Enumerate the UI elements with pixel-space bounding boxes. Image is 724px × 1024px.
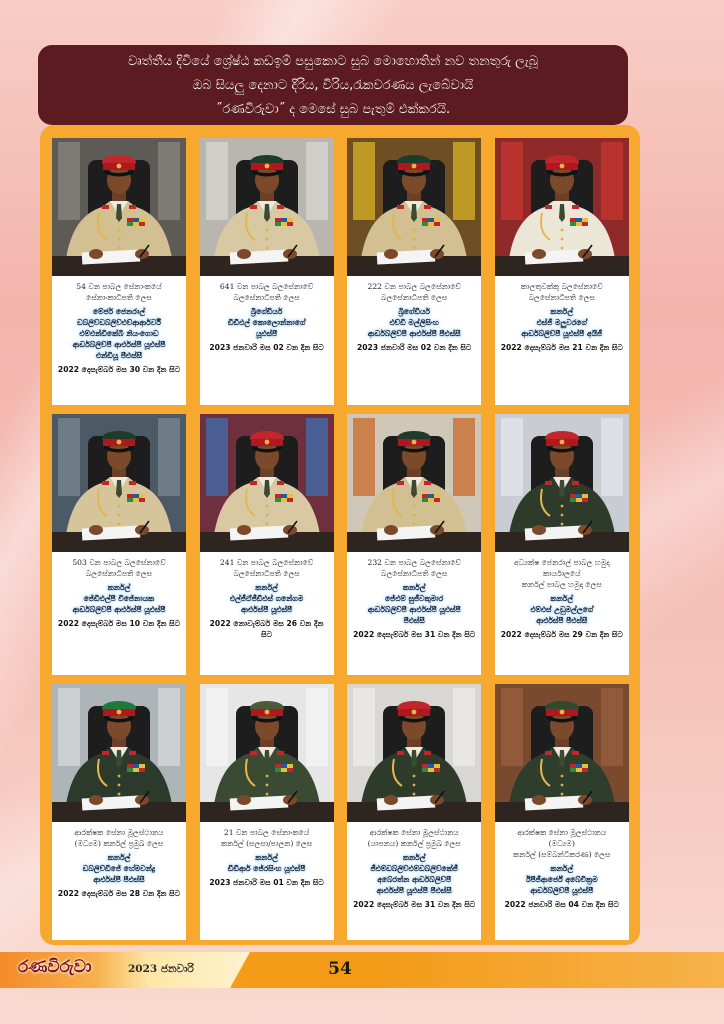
officer-card: [495, 138, 629, 405]
magazine-logo: රණවිරුවා: [18, 957, 92, 977]
appointment-line: අධ්‍යක්ෂ ජෙනරාල් පාබල හමුදා: [513, 558, 610, 567]
appointment-line: (යාපනය) කර්නල් ප්‍රමුඛ ලෙස: [367, 839, 461, 848]
officer-rank: කර්නල්: [255, 583, 278, 592]
appointments-grid: [40, 125, 640, 945]
officer-portrait: [495, 414, 629, 552]
issue-date: 2023 ජනවාරි: [128, 963, 194, 975]
officer-name-line: ජේඑම් සුජීවකුමාර: [385, 594, 444, 603]
officer-photo: [52, 138, 186, 276]
appointment-line: ආරක්ෂක සේනා මූලස්ථානය: [74, 828, 164, 837]
officer-name-line: ඊපීජීආර්ජේ අබේවික්‍රම: [525, 875, 598, 884]
officer-portrait: [200, 138, 334, 276]
officer-rank: කර්නල්: [107, 583, 131, 592]
officer-card: [200, 414, 334, 675]
officer-card: [52, 414, 186, 675]
officer-photo: [200, 138, 334, 276]
appointment-line: 222 වන පාබල බලසේනාවේ: [367, 282, 461, 291]
officer-portrait: [52, 414, 186, 552]
officer-name-line: ජේඩීඑල්පී විජේනායක: [83, 594, 155, 603]
officer-card: [347, 138, 481, 405]
officer-caption: [52, 276, 186, 405]
officer-rank: කර්නල්: [255, 853, 278, 862]
officer-caption: [495, 276, 629, 405]
officer-caption: [52, 822, 186, 940]
officer-rank: කර්නල්: [107, 853, 131, 862]
officer-card: [200, 684, 334, 940]
officer-name-line: ඩබ්ලිව්ඩීජේ හේමචන්ද්‍ර: [82, 864, 156, 873]
appointment-line: බලසේනාධිපති ලෙස: [85, 569, 153, 578]
officer-name-line: ආර්එස්පී පීඑස්සී: [93, 875, 145, 884]
officer-name-line: යූඑස්පී: [255, 329, 278, 338]
officer-photo: [347, 684, 481, 822]
officer-photo: [347, 138, 481, 276]
officer-name-line: ආර්ඩබ්ලිව්පී ආර්එස්පී යූඑස්පී: [72, 340, 166, 349]
officer-name-line: ආර්ඩබ්ලිව්පී ආර්එස්පී පීඑස්සී: [367, 329, 461, 338]
officer-card: [52, 138, 186, 405]
officer-card: [495, 684, 629, 940]
officer-name-line: ඩීඩීආර් ජේරසිංහ යූඑස්පී: [227, 864, 306, 873]
greeting-line: ˝රණවිරුවා˝ ද මෙසේ සුබ පැතුම් එක්කරයි.: [215, 102, 451, 117]
officer-name-line: ආර්ඩබ්ලිව්පී ආර්එස්පී යූඑස්පී: [367, 605, 461, 614]
officer-name-line: එම්එන්ඩීකේබී නියංගොඩ: [79, 329, 159, 338]
appointment-line: බලසේනාධිපති ලෙස: [381, 293, 448, 302]
officer-name-line: ජීඑම්ඩබ්ලිව්එම්ඩබ්ලිව්කේජී: [370, 864, 458, 873]
officer-name-line: ආර්ඩබ්ලිව්පී ආර්එස්පී යූඑස්පී: [72, 605, 166, 614]
officer-caption: [347, 822, 481, 940]
officer-rank: කර්නල්: [550, 307, 574, 316]
officer-photo: [52, 414, 186, 552]
appointment-line: 54 වන පාබල සේනාංකයේ: [76, 282, 162, 291]
officer-photo: [495, 414, 629, 552]
appointment-line: කාලතුවක්කු බලසේනාවේ: [520, 282, 603, 291]
officer-portrait: [200, 414, 334, 552]
officer-photo: [495, 138, 629, 276]
officer-name-line: පීඑස්සී: [403, 616, 425, 625]
appointment-line: (මධ්‍යම): [548, 839, 575, 848]
officer-photo: [200, 414, 334, 552]
greeting-line: ඔබ සියලු දෙනාට දිරිය, විරිය,රැකවරණය ලැබේවායි: [192, 78, 474, 93]
officer-rank: බ්‍රිගේඩියර්: [250, 307, 283, 316]
officer-caption: [495, 552, 629, 675]
officer-portrait: [52, 138, 186, 276]
appointment-line: (මධ්‍යම) කර්නල් ප්‍රමුඛ ලෙස: [74, 839, 164, 848]
effective-date: 2023 ජනවාරි මස 02 වන දින සිට: [209, 343, 324, 352]
officer-card: [200, 138, 334, 405]
officer-portrait: [347, 414, 481, 552]
appointment-line: 641 වන පාබල බලසේනාවේ: [219, 282, 314, 291]
officer-name-line: ඩබ්ලිව්ඩබ්ලිව්එච්ආර්ආර්වී: [77, 318, 161, 327]
officer-rank: මේජර් ජෙනරාල්: [92, 307, 146, 316]
officer-name-line: එස්ජී මලුවරගේ: [536, 318, 587, 327]
appointment-line: කර්නල් පාබල හමුදා ලෙස: [521, 580, 602, 589]
officer-name-line: එම්එස් උඩුමල්ලගේ: [530, 605, 594, 614]
appointment-line: බලසේනාධිපති ලෙස: [233, 293, 300, 302]
officer-name-line: ඩීඩීඑල් කොලොන්නාගේ: [227, 318, 306, 327]
appointment-line: බලසේනාධිපති ලෙස: [381, 569, 448, 578]
effective-date: 2022 දෙසැම්බර් මස 10 වන දින සිට: [57, 619, 181, 628]
officer-card: [347, 414, 481, 675]
officer-caption: [52, 552, 186, 675]
officer-caption: [200, 552, 334, 675]
officer-card: [347, 684, 481, 940]
officer-name-line: ආර්ඩබ්ලිව්පී යූඑස්පී අයිජී: [521, 329, 603, 338]
officer-name-line: ආර්එස්පී පීඑස්සී: [536, 616, 588, 625]
officer-caption: [347, 276, 481, 405]
officer-caption: [347, 552, 481, 675]
effective-date: 2023 ජනවාරි මස 02 වන දින සිට: [356, 343, 472, 352]
greeting-banner: [38, 45, 628, 125]
greeting-line: වෘත්තීය දිවියේ ශ්‍රේෂ්ඨ කඩඉම් පසුකොට සුබ මොහොතින් නව තනතුරු ලැබූ: [127, 54, 539, 69]
officer-rank: කර්නල්: [402, 853, 426, 862]
officer-portrait: [347, 684, 481, 822]
appointment-line: කර්නල් (සලසා/පාලන) ලෙස: [220, 839, 313, 848]
effective-date: 2022 ජනවාරි මස 04 වන දින සිට: [504, 900, 619, 909]
officer-portrait: [52, 684, 186, 822]
officer-name-line: එල්ජීඒජීඩීඑස් ගනේගම: [229, 594, 304, 603]
appointment-line: 503 වන පාබල බලසේනාවේ: [72, 558, 166, 567]
effective-date: 2023 ජනවාරි මස 01 වන දින සිට: [209, 878, 324, 887]
officer-name-line: ආර්ඩබ්ලිව්පී යූඑස්පී: [530, 886, 594, 895]
appointment-line: කර්නල් (සම්බන්ධීකරණ) ලෙස: [513, 850, 611, 859]
officer-name-line: එන්ඩියූ පීඑස්සී: [95, 351, 143, 360]
appointment-line: බලසේනාධිපති ලෙස: [528, 293, 595, 302]
page-number: 54: [328, 959, 352, 979]
appointment-line: සේනාංකාධිපති ලෙස: [86, 293, 152, 302]
officer-card: [52, 684, 186, 940]
officer-portrait: [495, 684, 629, 822]
officer-photo: [200, 684, 334, 822]
officer-rank: බ්‍රිගේඩියර්: [398, 307, 431, 316]
officer-name-line: ආර්එස්පී යූඑස්පී පීඑස්සී: [376, 886, 452, 895]
officer-portrait: [495, 138, 629, 276]
officer-name-line: ආර්එස්පී යූඑස්පී: [241, 605, 293, 614]
appointment-line: ආරක්ෂක සේනා මූලස්ථානය: [517, 828, 607, 837]
effective-date: 2022 දෙසැම්බර් මස 28 වන දින සිට: [57, 889, 181, 898]
officer-caption: [200, 822, 334, 940]
officer-card: [495, 414, 629, 675]
appointment-line: කාර්යාලයේ: [542, 569, 581, 578]
officer-rank: කර්නල්: [402, 583, 426, 592]
effective-date: 2022 දෙසැම්බර් මස 31 වන දින සිට: [353, 900, 476, 909]
officer-name-line: අබේරත්න ආර්ඩබ්ලිව්පී: [377, 875, 452, 884]
appointment-line: බලසේනාධිපති ලෙස: [233, 569, 300, 578]
page-footer: [0, 952, 724, 988]
officer-photo: [347, 414, 481, 552]
appointment-line: 21 වන පාබල සේනාංකයේ: [223, 828, 310, 837]
officer-photo: [495, 684, 629, 822]
appointment-line: 241 වන පාබල බලසේනාවේ: [219, 558, 314, 567]
officer-rank: කර්නල්: [550, 594, 574, 603]
officer-photo: [52, 684, 186, 822]
officer-name-line: එච්ඩී මල්ලිසිංහ: [389, 318, 439, 327]
effective-date: 2022 දෙසැම්බර් මස 30 වන දින සිට: [57, 365, 181, 374]
effective-date: 2022 දෙසැම්බර් මස 21 වන දින සිට: [500, 343, 623, 352]
officer-rank: කර්නල්: [550, 864, 574, 873]
officer-portrait: [200, 684, 334, 822]
effective-date: 2022 නොවැම්බර් මස 26 වන දින සිට: [209, 619, 324, 639]
appointment-line: ආරක්ෂක සේනා මූලස්ථානය: [369, 828, 459, 837]
effective-date: 2022 දෙසැම්බර් මස 29 වන දින සිට: [500, 630, 623, 639]
officer-caption: [200, 276, 334, 405]
effective-date: 2022 දෙසැම්බර් මස 31 වන දින සිට: [353, 630, 476, 639]
officer-portrait: [347, 138, 481, 276]
officer-caption: [495, 822, 629, 940]
appointment-line: 232 වන පාබල බලසේනාවේ: [367, 558, 461, 567]
